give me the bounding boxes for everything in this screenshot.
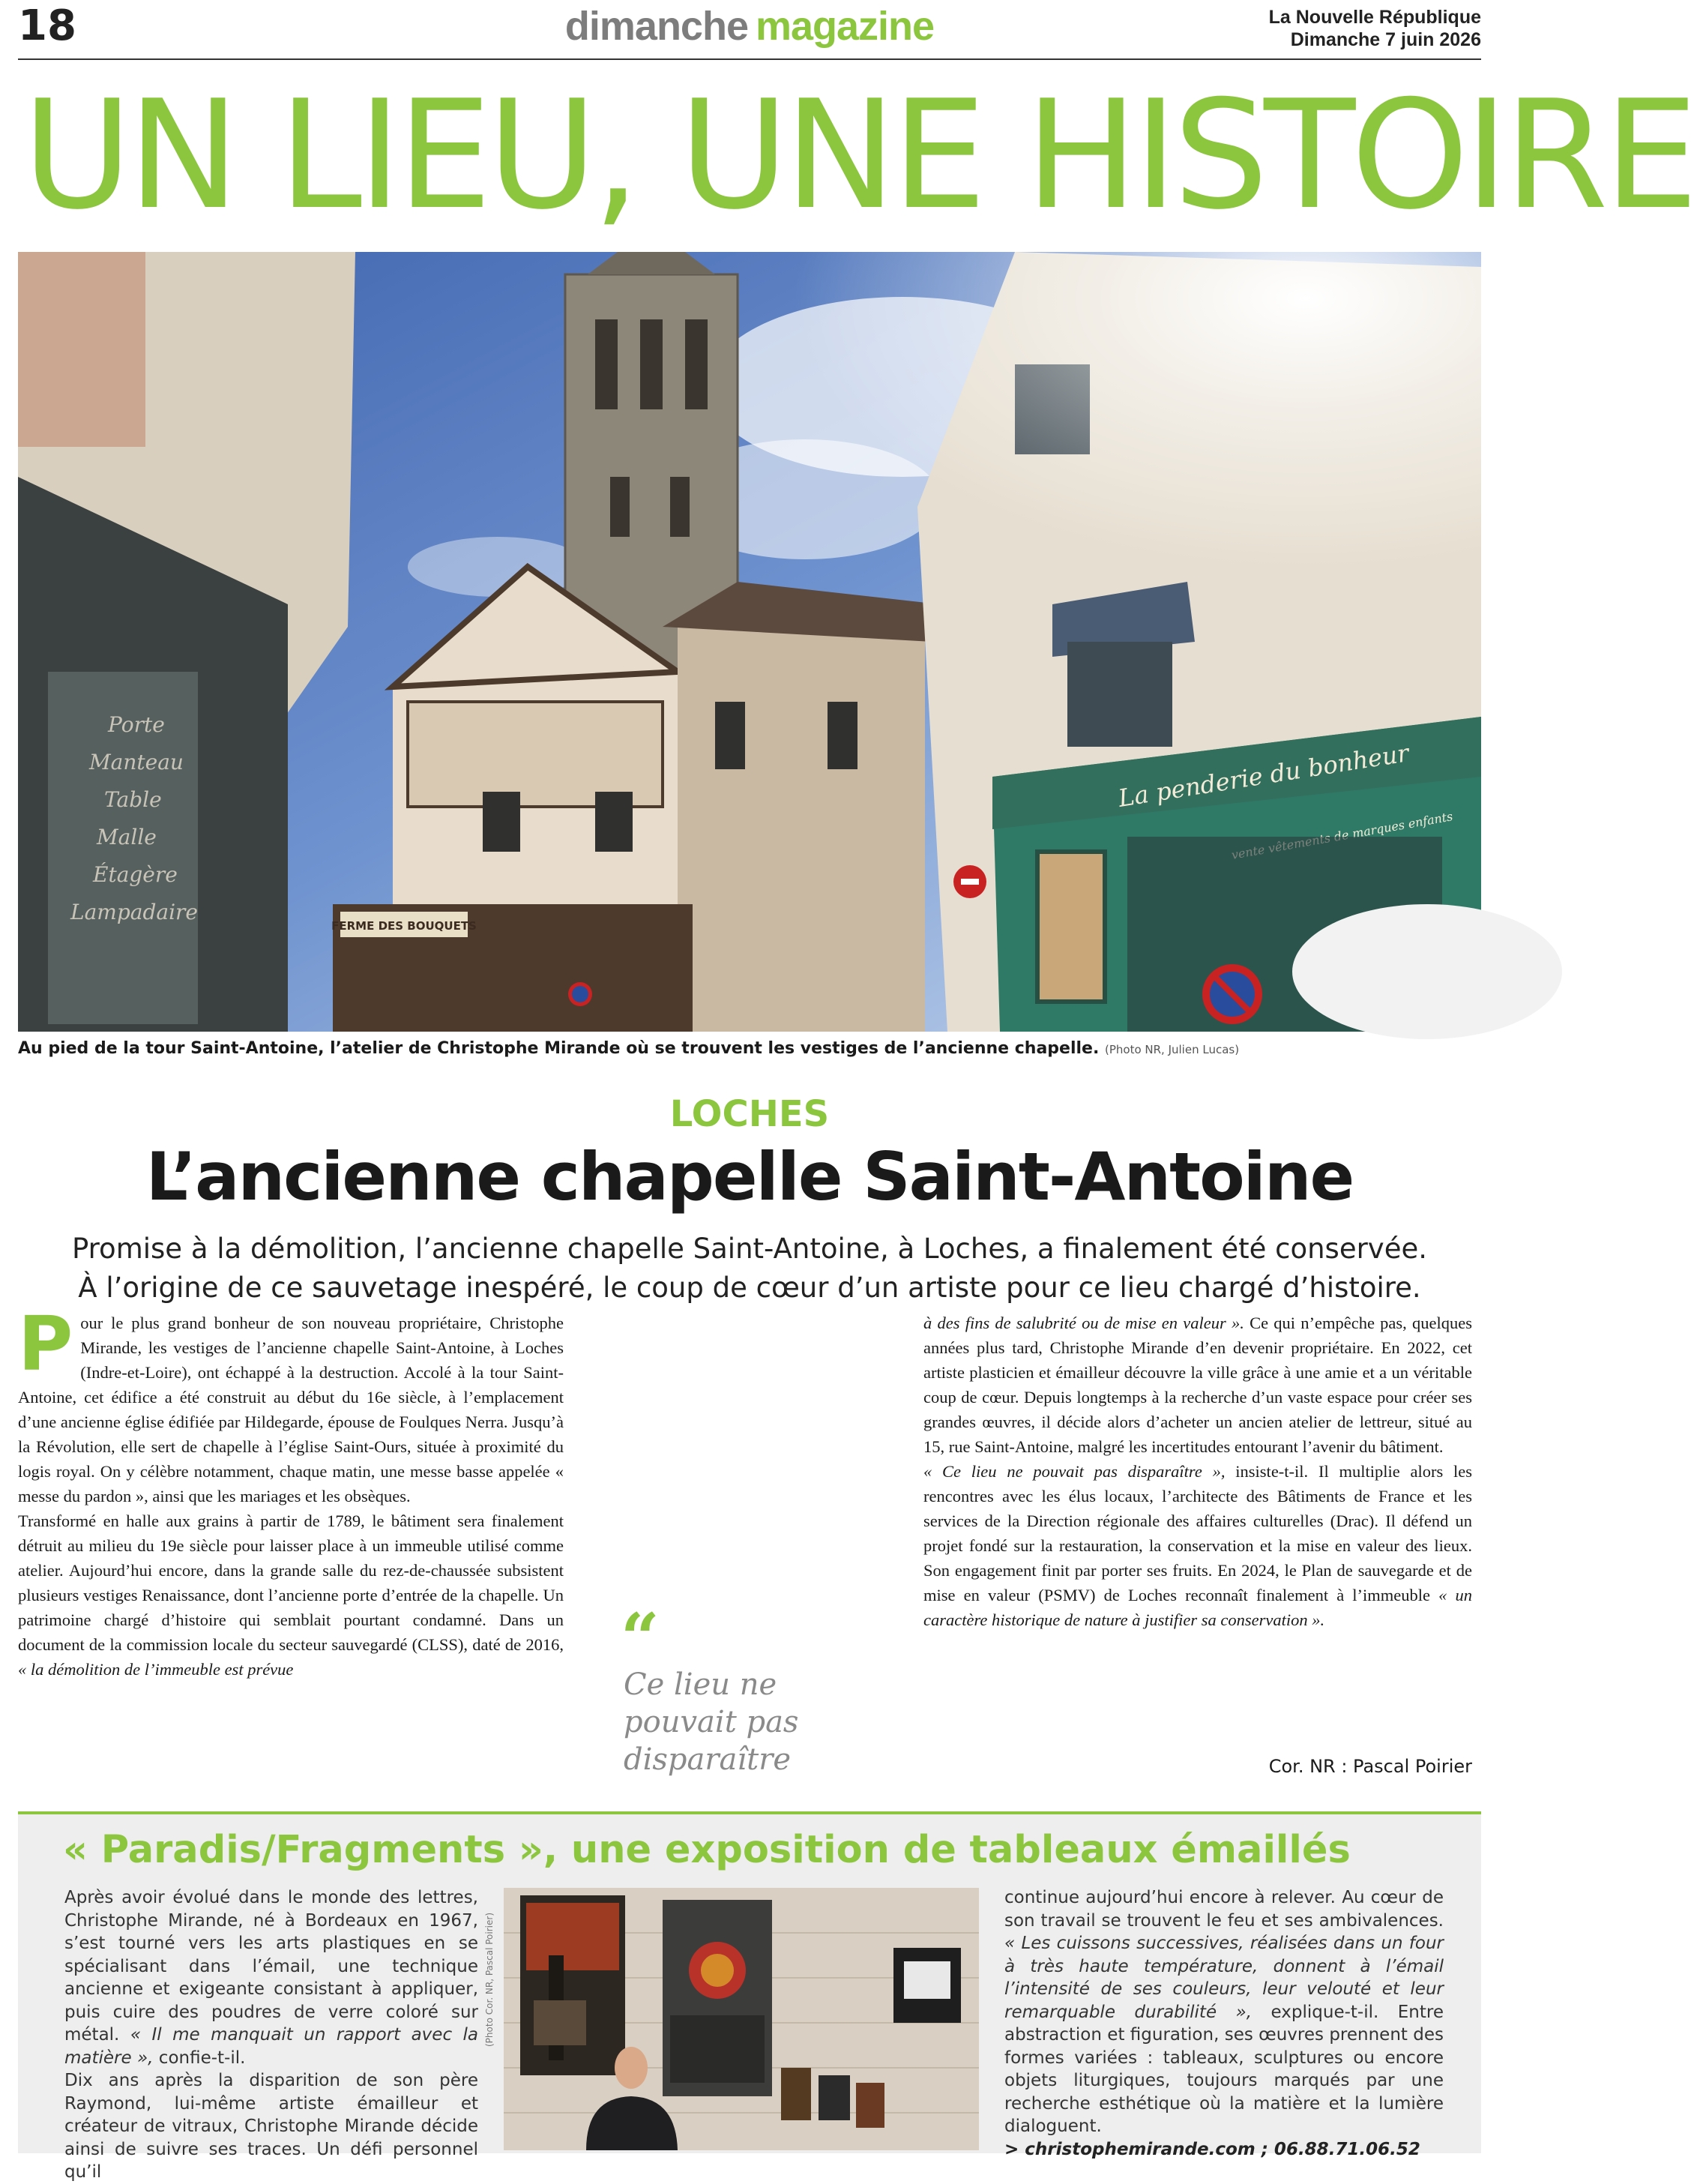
caption-text: Au pied de la tour Saint-Antoine, l’atelier de Christophe Mirande où se trouvent les vestiges de l’ancienne chapelle. xyxy=(18,1039,1100,1058)
artist-photo xyxy=(504,1888,979,2150)
drop-cap: P xyxy=(18,1300,73,1388)
box-column-1: Après avoir évolué dans le monde des lettres, Christophe Mirande, né à Bordeaux en 1967, s’est tourné vers les arts plastiques en se spécialisant dans l’émail, une technique ancienne et exigeante consistant à appliquer, puis cuire des poudres de verre coloré sur métal. « Il me manquait un rapport avec la matière », confie-t-il. Dix ans après la disparition de son père Raymond, lui-même artiste émailleur et créateur de vitraux, Christophe Mirande décide ainsi de suivre ses traces. Un défi personnel qu’il xyxy=(64,1888,479,2182)
section-word-dimanche: dimanche xyxy=(564,4,748,49)
article-column-1 xyxy=(18,1300,564,1682)
column-1-paragraph-2: Transformé en halle aux grains à partir de 1789, le bâtiment sera finalement détruit au milieu du 19e siècle pour laisser place à un immeuble utilisé comme atelier. Aujourd’hui encore, dans la grande salle du rez-de-chaussée subsistent plusieurs vestiges Renaissance, dont l’ancienne porte d’entrée de la chapelle. Un patrimoine chargé d’histoire qui semblait pourtant condamné. Dans un document de la commission locale du secteur sauvegardé (CLSS), daté de 2016, « la démolition de l’immeuble est prévue xyxy=(18,1511,564,1679)
column-2-paragraph-2: « Ce lieu ne pouvait pas disparaître », insiste-t-il. Il multiplie alors les rencontres avec les élus locaux, l’architecte des Bâtiments de France et les services de la Direction régionale des affaires culturelles (Drac). Il défend un projet fondé sur la restauration, la conservation et la mise en valeur des lieux. Son engagement finit par porter ses fruits. En 2024, le Plan de sauvegarde et de mise en valeur (PSMV) de Loches reconnaît finalement à l’immeuble « un caractère historique de nature à justifier sa conservation ». xyxy=(923,1462,1473,1629)
lede-line-1: Promise à la démolition, l’ancienne chapelle Saint-Antoine, à Loches, a finalement été conservée. xyxy=(72,1233,1427,1265)
newspaper-info xyxy=(1269,6,1481,51)
artist-with-enamels-illustration xyxy=(504,1888,979,2150)
section-word-magazine: magazine xyxy=(755,4,935,49)
box-title: « Paradis/Fragments », une exposition de tableaux émaillés xyxy=(63,1828,1351,1872)
article-column-2 xyxy=(923,1311,1472,1632)
lede-line-2: À l’origine de ce sauvetage inespéré, le coup de cœur d’un artiste pour ce lieu chargé d’histoire. xyxy=(78,1272,1421,1304)
page-number: 18 xyxy=(18,1,76,50)
section-masthead xyxy=(18,3,1481,49)
main-photo xyxy=(18,252,1481,1032)
column-2-paragraph-1: à des fins de salubrité ou de mise en valeur ». Ce qui n’empêche pas, quelques années plus tard, Christophe Mirande d’en devenir propriétaire. En 2022, cet artiste plasticien et émailleur découvre la ville grâce à une amie et a un véritable coup de cœur. Depuis longtemps à la recherche d’un vaste espace pour créer ses grandes œuvres, il décide alors d’acheter un ancien atelier de lettreur, situé au 15, rue Saint-Antoine, malgré les incertitudes entourant l’avenir du bâtiment. xyxy=(923,1314,1473,1456)
article-kicker: LOCHES xyxy=(669,1093,830,1135)
box-photo-credit: (Photo Cor. NR, Pascal Poirier) xyxy=(484,1912,495,2047)
article-headline: L’ancienne chapelle Saint-Antoine xyxy=(145,1138,1354,1215)
exhibition-box xyxy=(18,1811,1481,2182)
quote-mark: “ xyxy=(621,1598,660,1678)
article-byline: Cor. NR : Pascal Poirier xyxy=(1268,1756,1472,1777)
photo-credit: (Photo NR, Julien Lucas) xyxy=(1105,1043,1240,1056)
newspaper-name: La Nouvelle République xyxy=(1268,7,1481,28)
issue-date: Dimanche 7 juin 2026 xyxy=(1290,29,1481,50)
rubric-title: UN LIEU, UNE HISTOIRE xyxy=(22,68,1694,243)
street-scene-illustration xyxy=(18,252,1481,1032)
column-1-paragraph-1: Pour le plus grand bonheur de son nouveau propriétaire, Christophe Mirande, les vestiges de l’ancienne chapelle Saint-Antoine, à Loches (Indre-et-Loire), ont échappé à la destruction. Accolé à la tour Saint-Antoine, cet édifice a été construit au début du 16e siècle, à l’emplacement d’une ancienne église édifiée par Hildegarde, épouse de Foulques Nerra. Jusqu’à la Révolution, elle sert de chapelle à l’église Saint-Ours, située à proximité du logis royal. On y célèbre notamment, chaque matin, une messe basse appelée « messe du pardon », ainsi que les mariages et les obsèques. xyxy=(18,1300,564,1505)
box-column-2: continue aujourd’hui encore à relever. Au cœur de son travail se trouvent le feu et ses ambivalences. « Les cuissons successives, réalisées dans un four à très haute température, donnent à l’émail l’intensité de ses couleurs, leur velouté et leur remarquable durabilité », explique-t-il. Entre abstraction et figuration, ses œuvres prennent des formes variées : tableaux, sculptures ou encore objets liturgiques, toujours marqués par une recherche esthétique où la matière et la lumière dialoguent. > christophemirande.com ; 06.88.71.06.52 xyxy=(1004,1888,1444,2159)
photo-caption xyxy=(18,1039,1481,1058)
page-header xyxy=(18,0,1481,60)
pull-quote: Ce lieu ne pouvait pas disparaître xyxy=(624,1667,799,1777)
artist-website-link[interactable]: > christophemirande.com ; 06.88.71.06.52 xyxy=(1004,2139,1420,2159)
article-lede xyxy=(18,1230,1481,1308)
